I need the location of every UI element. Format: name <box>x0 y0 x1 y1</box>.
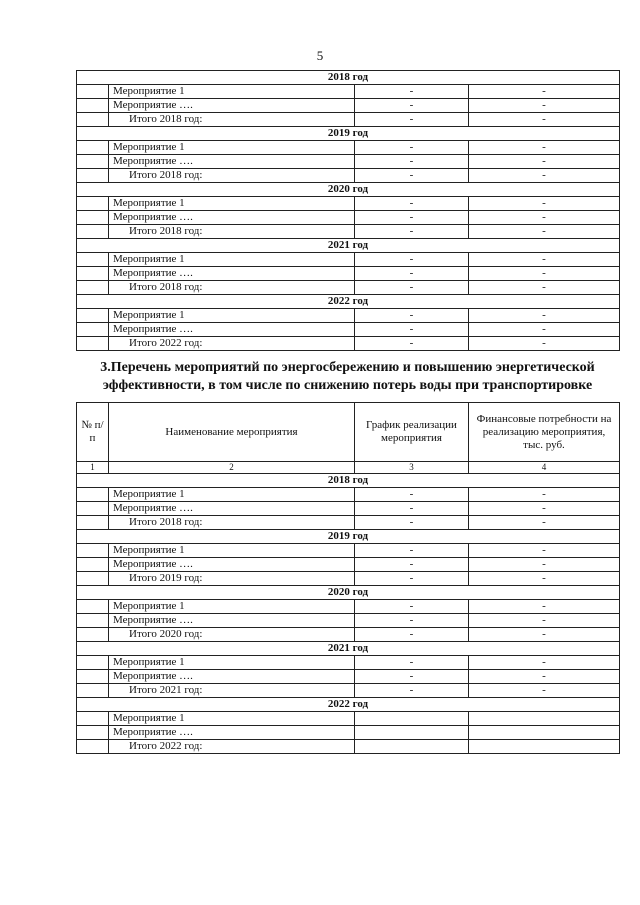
schedule-cell: - <box>355 558 469 572</box>
schedule-cell: - <box>355 197 469 211</box>
row-number-cell <box>77 169 109 183</box>
total-row <box>77 169 620 183</box>
row-number-cell <box>77 544 109 558</box>
activity-name-cell: Итого 2018 год: <box>109 113 355 127</box>
activity-name-cell: Мероприятие …. <box>109 502 355 516</box>
row-number-cell <box>77 197 109 211</box>
total-row <box>77 516 620 530</box>
col-name-header: Наименование мероприятия <box>109 403 355 462</box>
activity-name-cell: Итого 2022 год: <box>109 740 355 754</box>
schedule-cell: - <box>355 309 469 323</box>
row-number-cell <box>77 558 109 572</box>
schedule-cell: - <box>355 211 469 225</box>
schedule-cell: - <box>355 169 469 183</box>
year-row <box>77 698 620 712</box>
finance-cell: - <box>469 628 620 642</box>
schedule-cell <box>355 712 469 726</box>
activity-name-cell: Итого 2018 год: <box>109 225 355 239</box>
total-row <box>77 281 620 295</box>
row-number-cell <box>77 267 109 281</box>
activity-name-cell: Итого 2018 год: <box>109 281 355 295</box>
schedule-cell: - <box>355 544 469 558</box>
year-row <box>77 183 620 197</box>
year-row <box>77 295 620 309</box>
column-number: 3 <box>355 462 469 474</box>
row-number-cell <box>77 656 109 670</box>
activity-name-cell: Мероприятие …. <box>109 267 355 281</box>
table-row <box>77 323 620 337</box>
row-number-cell <box>77 684 109 698</box>
activity-name-cell: Итого 2020 год: <box>109 628 355 642</box>
year-row <box>77 239 620 253</box>
year-label: 2018 год <box>77 71 620 85</box>
schedule-cell <box>355 740 469 754</box>
year-row <box>77 127 620 141</box>
finance-cell: - <box>469 323 620 337</box>
table-row <box>77 600 620 614</box>
schedule-cell: - <box>355 155 469 169</box>
table-row <box>77 726 620 740</box>
row-number-cell <box>77 600 109 614</box>
year-label: 2022 год <box>77 295 620 309</box>
finance-cell: - <box>469 684 620 698</box>
row-number-cell <box>77 323 109 337</box>
finance-cell: - <box>469 197 620 211</box>
table-row <box>77 712 620 726</box>
column-numbers-row <box>77 462 620 474</box>
energy-saving-activities-table <box>76 402 620 754</box>
activity-name-cell: Мероприятие 1 <box>109 600 355 614</box>
schedule-cell: - <box>355 253 469 267</box>
schedule-cell: - <box>355 684 469 698</box>
column-number: 4 <box>469 462 620 474</box>
activity-name-cell: Мероприятие …. <box>109 558 355 572</box>
section-heading: 3.Перечень мероприятий по энергосбережению и повышению энергетической эффективности, в том числе по снижению потерь воды при транспортировке <box>100 360 595 393</box>
activity-name-cell: Итого 2022 год: <box>109 337 355 351</box>
finance-cell: - <box>469 656 620 670</box>
row-number-cell <box>77 726 109 740</box>
row-number-cell <box>77 670 109 684</box>
table-row <box>77 99 620 113</box>
table-row <box>77 267 620 281</box>
finance-cell: - <box>469 309 620 323</box>
year-label: 2018 год <box>77 474 620 488</box>
schedule-cell: - <box>355 656 469 670</box>
finance-cell: - <box>469 169 620 183</box>
schedule-cell: - <box>355 516 469 530</box>
row-number-cell <box>77 211 109 225</box>
table-row <box>77 502 620 516</box>
finance-cell: - <box>469 85 620 99</box>
year-row <box>77 642 620 656</box>
row-number-cell <box>77 99 109 113</box>
activity-name-cell: Итого 2018 год: <box>109 516 355 530</box>
schedule-cell: - <box>355 614 469 628</box>
activity-name-cell: Мероприятие 1 <box>109 488 355 502</box>
finance-cell: - <box>469 614 620 628</box>
finance-cell: - <box>469 253 620 267</box>
schedule-cell <box>355 726 469 740</box>
activities-table-continued <box>76 70 620 351</box>
activity-name-cell: Мероприятие 1 <box>109 141 355 155</box>
row-number-cell <box>77 141 109 155</box>
table-row <box>77 85 620 99</box>
row-number-cell <box>77 113 109 127</box>
activity-name-cell: Мероприятие …. <box>109 155 355 169</box>
schedule-cell: - <box>355 85 469 99</box>
year-row <box>77 586 620 600</box>
col-finance-header: Финансовые потребности на реализацию мероприятия, тыс. руб. <box>469 403 620 462</box>
table-row <box>77 309 620 323</box>
schedule-cell: - <box>355 628 469 642</box>
finance-cell: - <box>469 225 620 239</box>
table-row <box>77 253 620 267</box>
row-number-cell <box>77 740 109 754</box>
row-number-cell <box>77 628 109 642</box>
finance-cell <box>469 712 620 726</box>
activity-name-cell: Итого 2021 год: <box>109 684 355 698</box>
finance-cell: - <box>469 267 620 281</box>
finance-cell: - <box>469 558 620 572</box>
table-header-row <box>77 403 620 462</box>
schedule-cell: - <box>355 323 469 337</box>
row-number-cell <box>77 309 109 323</box>
activity-name-cell: Мероприятие …. <box>109 726 355 740</box>
total-row <box>77 337 620 351</box>
schedule-cell: - <box>355 572 469 586</box>
table-row <box>77 614 620 628</box>
finance-cell: - <box>469 516 620 530</box>
finance-cell: - <box>469 337 620 351</box>
finance-cell: - <box>469 113 620 127</box>
activity-name-cell: Мероприятие 1 <box>109 309 355 323</box>
finance-cell: - <box>469 155 620 169</box>
total-row <box>77 225 620 239</box>
row-number-cell <box>77 281 109 295</box>
row-number-cell <box>77 225 109 239</box>
row-number-cell <box>77 572 109 586</box>
total-row <box>77 113 620 127</box>
finance-cell <box>469 740 620 754</box>
finance-cell: - <box>469 99 620 113</box>
year-row <box>77 71 620 85</box>
row-number-cell <box>77 253 109 267</box>
finance-cell: - <box>469 670 620 684</box>
activity-name-cell: Мероприятие 1 <box>109 197 355 211</box>
table-row <box>77 656 620 670</box>
finance-cell: - <box>469 600 620 614</box>
row-number-cell <box>77 155 109 169</box>
year-label: 2020 год <box>77 586 620 600</box>
year-label: 2021 год <box>77 239 620 253</box>
col-schedule-header: График реализации мероприятия <box>355 403 469 462</box>
table-row <box>77 670 620 684</box>
row-number-cell <box>77 614 109 628</box>
column-number: 2 <box>109 462 355 474</box>
activity-name-cell: Итого 2018 год: <box>109 169 355 183</box>
year-label: 2022 год <box>77 698 620 712</box>
activity-name-cell: Мероприятие …. <box>109 670 355 684</box>
total-row <box>77 628 620 642</box>
year-label: 2021 год <box>77 642 620 656</box>
row-number-cell <box>77 502 109 516</box>
page-number: 5 <box>316 48 324 63</box>
activity-name-cell: Мероприятие 1 <box>109 85 355 99</box>
schedule-cell: - <box>355 281 469 295</box>
total-row <box>77 684 620 698</box>
finance-cell: - <box>469 544 620 558</box>
finance-cell: - <box>469 211 620 225</box>
schedule-cell: - <box>355 225 469 239</box>
table-row <box>77 197 620 211</box>
table-row <box>77 558 620 572</box>
finance-cell: - <box>469 572 620 586</box>
row-number-cell <box>77 85 109 99</box>
year-row <box>77 530 620 544</box>
activity-name-cell: Мероприятие …. <box>109 99 355 113</box>
schedule-cell: - <box>355 670 469 684</box>
activity-name-cell: Мероприятие 1 <box>109 253 355 267</box>
activity-name-cell: Мероприятие 1 <box>109 544 355 558</box>
table-row <box>77 141 620 155</box>
schedule-cell: - <box>355 267 469 281</box>
schedule-cell: - <box>355 99 469 113</box>
row-number-cell <box>77 337 109 351</box>
row-number-cell <box>77 712 109 726</box>
year-row <box>77 474 620 488</box>
schedule-cell: - <box>355 141 469 155</box>
schedule-cell: - <box>355 600 469 614</box>
total-row <box>77 740 620 754</box>
schedule-cell: - <box>355 113 469 127</box>
activity-name-cell: Мероприятие …. <box>109 211 355 225</box>
activity-name-cell: Итого 2019 год: <box>109 572 355 586</box>
finance-cell: - <box>469 281 620 295</box>
table-row <box>77 155 620 169</box>
schedule-cell: - <box>355 488 469 502</box>
row-number-cell <box>77 488 109 502</box>
table-row <box>77 211 620 225</box>
total-row <box>77 572 620 586</box>
activity-name-cell: Мероприятие …. <box>109 614 355 628</box>
year-label: 2019 год <box>77 127 620 141</box>
finance-cell: - <box>469 141 620 155</box>
year-label: 2020 год <box>77 183 620 197</box>
activity-name-cell: Мероприятие 1 <box>109 656 355 670</box>
finance-cell: - <box>469 502 620 516</box>
schedule-cell: - <box>355 502 469 516</box>
finance-cell: - <box>469 488 620 502</box>
column-number: 1 <box>77 462 109 474</box>
finance-cell <box>469 726 620 740</box>
row-number-cell <box>77 516 109 530</box>
activity-name-cell: Мероприятие …. <box>109 323 355 337</box>
activity-name-cell: Мероприятие 1 <box>109 712 355 726</box>
table-row <box>77 544 620 558</box>
year-label: 2019 год <box>77 530 620 544</box>
table-row <box>77 488 620 502</box>
col-number-header: № п/п <box>77 403 109 462</box>
schedule-cell: - <box>355 337 469 351</box>
